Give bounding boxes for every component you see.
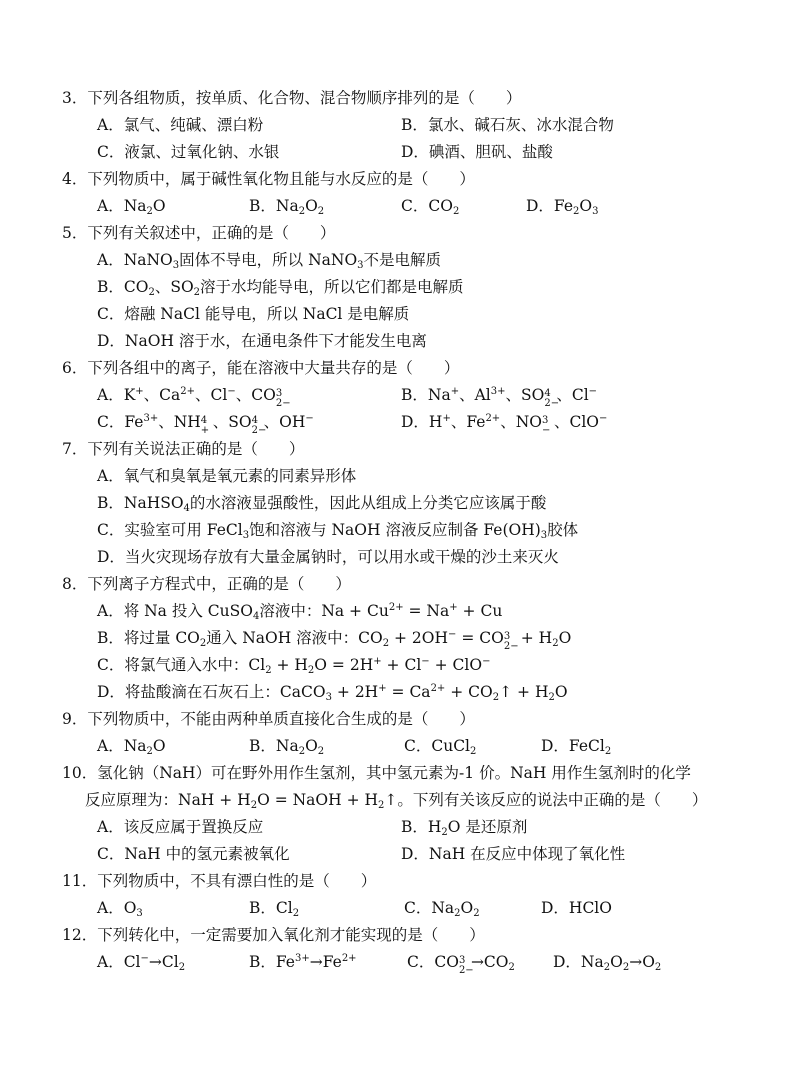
q10-option-b: B．$H_2O$ 是还原剂	[401, 818, 528, 838]
q10-option-d: D．NaH 在反应中体现了氧化性	[401, 845, 626, 863]
q3-option-a: A．氯气、纯碱、漂白粉	[97, 116, 264, 134]
q11-option-a: A．$O_3$	[97, 899, 143, 919]
q3-option-d: D．碘酒、胆矾、盐酸	[401, 143, 553, 161]
q4-option-b: B．$Na_2O_2$	[249, 197, 325, 217]
q3-option-b: B．氯水、碱石灰、冰水混合物	[401, 116, 614, 134]
q7-option-c: C．实验室可用 FeCl$_3$饱和溶液与 NaOH 溶液反应制备 $Fe(OH)_3$胶体	[97, 521, 579, 541]
q5-stem: 5．下列有关叙述中，正确的是（ ）	[62, 224, 336, 242]
q12-option-d: D．$Na_2O_2\to O_2$	[553, 953, 662, 973]
q12-option-b: B．$Fe^{3+}\to Fe^{2+}$	[249, 953, 357, 971]
q10-option-a: A．该反应属于置换反应	[97, 818, 264, 836]
q9-option-b: B．$Na_2O_2$	[249, 737, 325, 757]
q9-option-d: D．FeCl$_2$	[541, 737, 612, 757]
q12-stem: 12．下列转化中，一定需要加入氧化剂才能实现的是（ ）	[62, 926, 485, 944]
q7-option-b: B．NaHSO$_4$的水溶液显强酸性，因此从组成上分类它应该属于酸	[97, 494, 547, 514]
q8-option-d: D．将盐酸滴在石灰石上：CaCO$_3$ + $2H^+ = Ca^{2+}$ + $CO_2↑ + H_2O$	[97, 683, 568, 703]
q6-option-b: B．Na+、$Al^{3+}$、SO 2− 4 、Cl−	[401, 386, 598, 409]
q12-option-c: C．CO 2− 3 $\to CO_2$	[407, 953, 515, 976]
q6-option-c: C．$Fe^{3+}$、NH + 4 、SO 2− 4 、OH−	[97, 413, 314, 436]
q4-option-a: A．$Na_2O$	[97, 197, 166, 217]
q4-option-c: C．$CO_2$	[401, 197, 460, 217]
q5-option-b: B．$CO_2$、$SO_2$溶于水均能导电，所以它们都是电解质	[97, 278, 464, 298]
q11-stem: 11．下列物质中，不具有漂白性的是（ ）	[62, 872, 377, 890]
q10-stem-line1: 10．氢化钠（NaH）可在野外用作生氢剂，其中氢元素为-1 价。NaH 用作生氢剂时的化学	[62, 764, 691, 782]
q9-option-a: A．$Na_2O$	[97, 737, 166, 757]
q11-option-d: D．HClO	[541, 899, 612, 917]
q8-stem: 8．下列离子方程式中，正确的是（ ）	[62, 575, 351, 593]
q11-option-c: C．$Na_2O_2$	[404, 899, 480, 919]
q3-stem: 3．下列各组物质，按单质、化合物、混合物顺序排列的是（ ）	[62, 89, 522, 107]
q4-stem: 4．下列物质中，属于碱性氧化物且能与水反应的是（ ）	[62, 170, 475, 188]
q5-option-a: A．NaNO$_3$固体不导电，所以 NaNO$_3$不是电解质	[97, 251, 442, 271]
q10-option-c: C．NaH 中的氢元素被氧化	[97, 845, 290, 863]
q11-option-b: B．$Cl_2$	[249, 899, 300, 919]
q6-option-a: A．K+、$Ca^{2+}$、Cl−、CO 2− 3	[97, 386, 291, 409]
q5-option-c: C．熔融 NaCl 能导电，所以 NaCl 是电解质	[97, 305, 410, 323]
q7-stem: 7．下列有关说法正确的是（ ）	[62, 440, 305, 458]
q8-option-c: C．将氯气通入水中：$Cl_2 + H_2O = 2H^+ + Cl^- + ClO^-$	[97, 656, 491, 676]
q8-option-a: A．将 Na 投入 CuSO$_4$溶液中：$Na + Cu^{2+} = Na^+ + Cu$	[97, 602, 503, 622]
q7-option-d: D．当火灾现场存放有大量金属钠时，可以用水或干燥的沙土来灭火	[97, 548, 559, 566]
q7-option-a: A．氧气和臭氧是氧元素的同素异形体	[97, 467, 357, 485]
q6-option-d: D．H+、$Fe^{2+}$、NO − 3 、ClO−	[401, 413, 608, 436]
q9-option-c: C．CuCl$_2$	[404, 737, 477, 757]
q4-option-d: D．$Fe_2O_3$	[526, 197, 599, 217]
q3-option-c: C．液氯、过氧化钠、水银	[97, 143, 280, 161]
q9-stem: 9．下列物质中，不能由两种单质直接化合生成的是（ ）	[62, 710, 475, 728]
q12-option-a: A．$Cl^-\to Cl_2$	[97, 953, 186, 973]
q10-stem-line2: 反应原理为：NaH + $H_2O$ = NaOH + $H_2↑$。下列有关该反应的说法中正确的是（ ）	[85, 791, 708, 811]
q5-option-d: D．NaOH 溶于水，在通电条件下才能发生电离	[97, 332, 427, 350]
q6-stem: 6．下列各组中的离子，能在溶液中大量共存的是（ ）	[62, 359, 460, 377]
q8-option-b: B．将过量 $CO_2$通入 NaOH 溶液中：$CO_2 + 2OH^-$ = CO 2− 3 + $H_2O$	[97, 629, 572, 652]
